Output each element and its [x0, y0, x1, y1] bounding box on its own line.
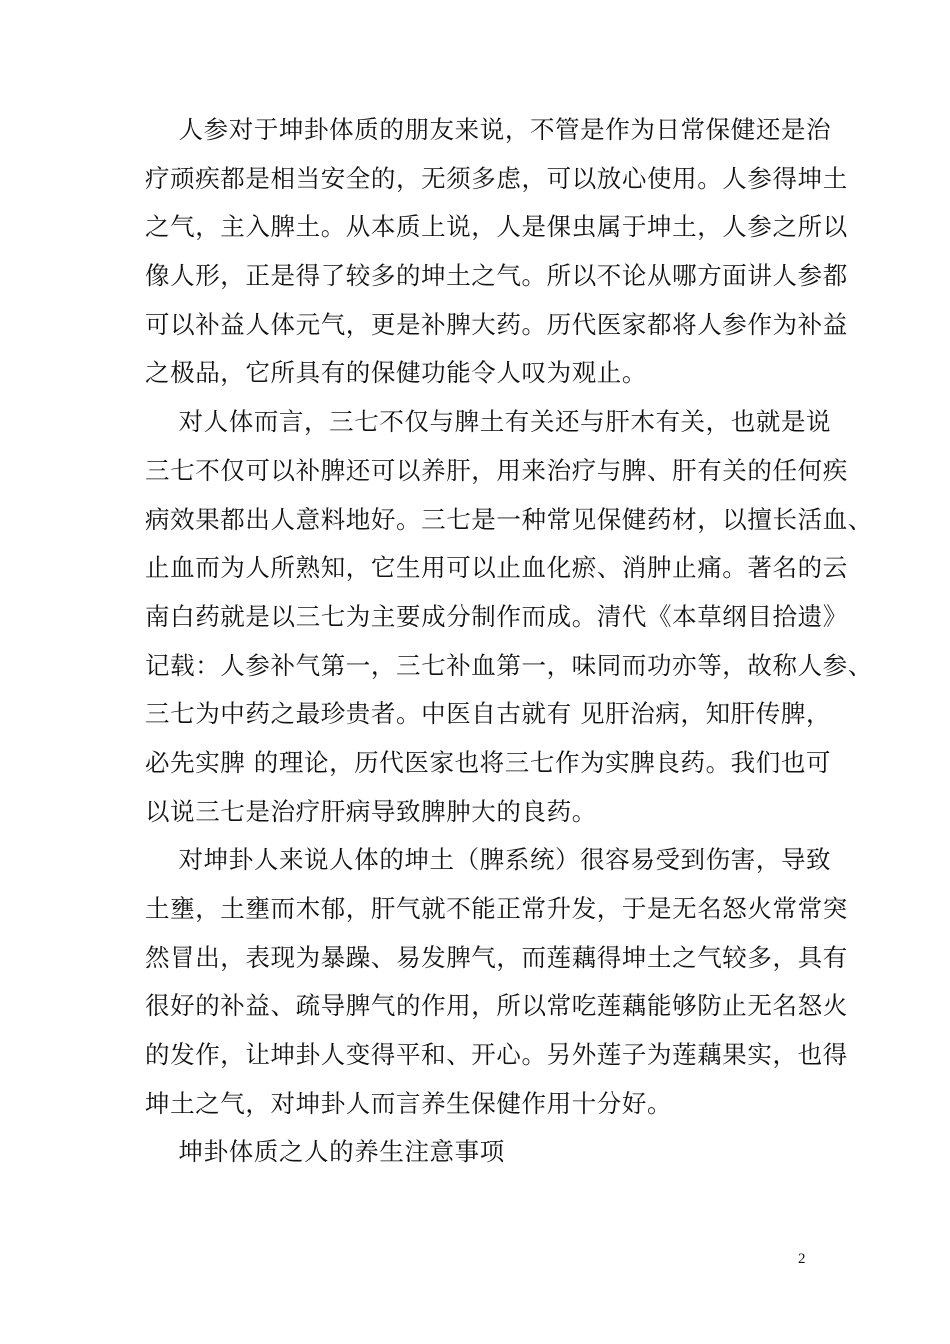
text-line: 人参对于坤卦体质的朋友来说，不管是作为日常保健还是治 [145, 115, 832, 144]
text-line: 可以补益人体元气，更是补脾大药。历代医家都将人参作为补益 [145, 309, 848, 339]
text-line: 三七为中药之最珍贵者。中医自古就有 见肝治病，知肝传脾， [145, 699, 832, 729]
text-line: 然冒出，表现为暴躁、易发脾气，而莲藕得坤土之气较多，具有 [145, 942, 848, 972]
text-line: 土壅，土壅而木郁，肝气就不能正常升发，于是无名怒火常常突 [145, 894, 848, 923]
text-line: 的发作，让坤卦人变得平和、开心。另外莲子为莲藕果实，也得 [145, 1040, 848, 1070]
text-line: 疗顽疾都是相当安全的，无须多虑，可以放心使用。人参得坤土 [145, 163, 848, 193]
text-line: 之气，主入脾土。从本质上说，人是倮虫属于坤土，人参之所以 [145, 212, 848, 242]
text-line: 以说三七是治疗肝病导致脾肿大的良药。 [145, 796, 597, 826]
text-line: 之极品，它所具有的保健功能令人叹为观止。 [145, 358, 647, 388]
text-line: 必先实脾 的理论，历代医家也将三七作为实脾良药。我们也可 [145, 747, 832, 777]
text-line: 南白药就是以三七为主要成分制作而成。清代《本草纲目拾遗》 [145, 601, 848, 631]
text-line: 像人形，正是得了较多的坤土之气。所以不论从哪方面讲人参都 [145, 261, 848, 291]
text-line: 病效果都出人意料地好。三七是一种常见保健药材，以擅长活血、 [145, 504, 873, 534]
text-line: 对人体而言，三七不仅与脾土有关还与肝木有关，也就是说 [145, 407, 832, 437]
text-line: 记载：人参补气第一，三七补血第一，味同而功亦等，故称人参、 [145, 650, 873, 680]
text-line: 很好的补益、疏导脾气的作用，所以常吃莲藕能够防止无名怒火 [145, 991, 848, 1021]
text-line: 坤卦体质之人的养生注意事项 [145, 1137, 505, 1167]
text-line: 对坤卦人来说人体的坤土（脾系统）很容易受到伤害，导致 [145, 845, 832, 875]
text-line: 止血而为人所熟知，它生用可以止血化瘀、消肿止痛。著名的云 [145, 553, 848, 583]
page-number: 2 [798, 1251, 806, 1267]
body-text [145, 106, 873, 1177]
text-line: 坤土之气，对坤卦人而言养生保健作用十分好。 [145, 1088, 673, 1118]
text-line: 三七不仅可以补脾还可以养肝，用来治疗与脾、肝有关的任何疾 [145, 455, 848, 485]
